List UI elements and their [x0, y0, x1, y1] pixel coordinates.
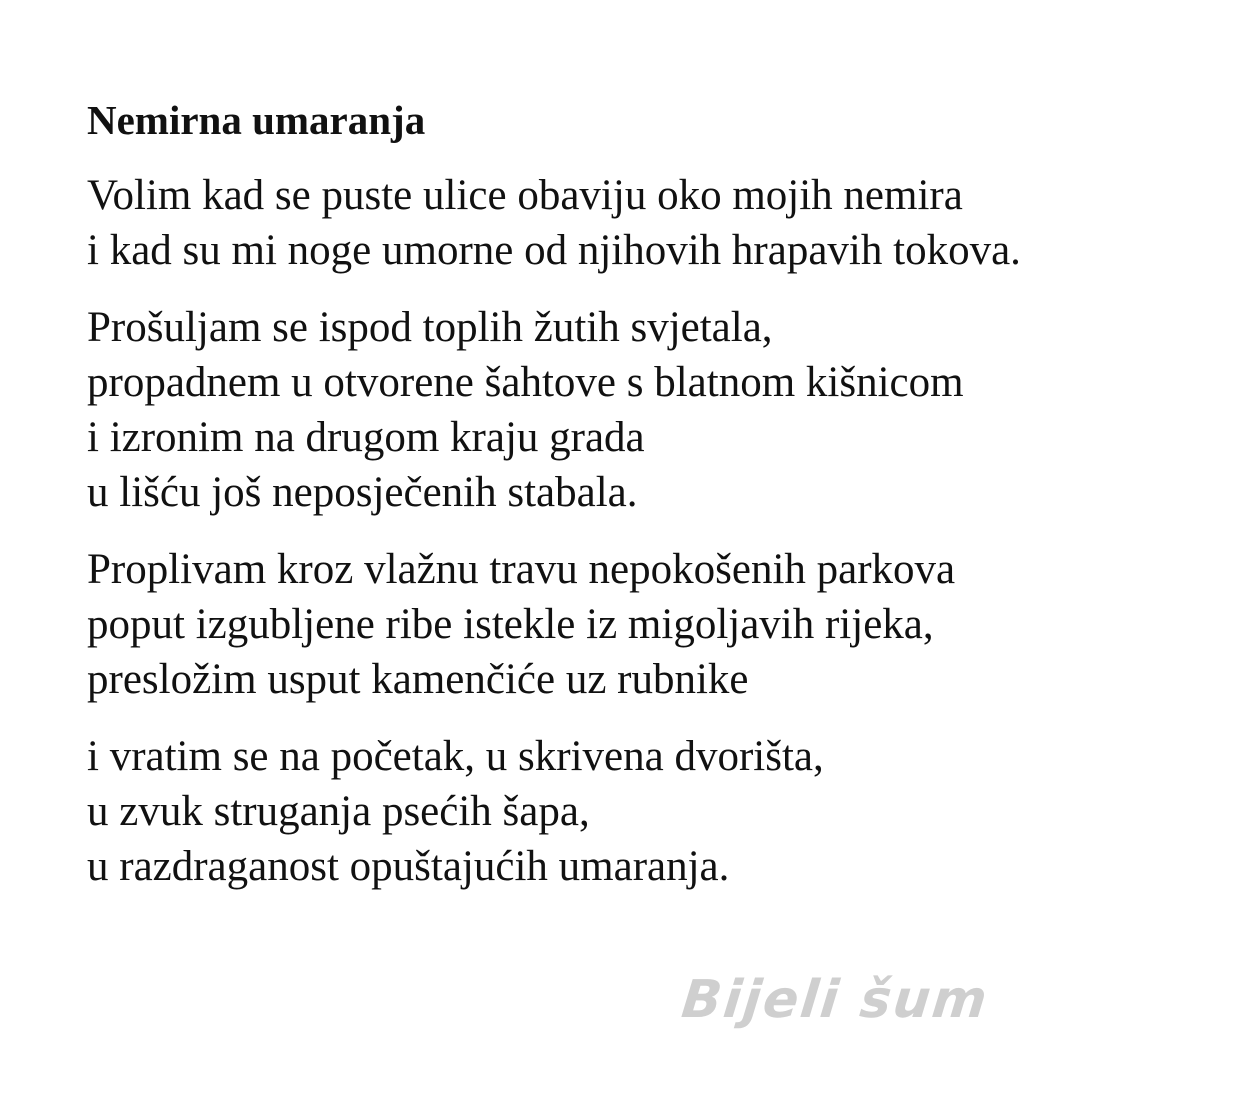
watermark-logo: Bijeli šum: [678, 970, 992, 1030]
stanza-3: [87, 542, 1207, 707]
poem-line: u zvuk struganja psećih šapa,: [87, 788, 590, 835]
poem-line: u razdraganost opuštajućih umaranja.: [87, 843, 730, 890]
poem-line: i vratim se na početak, u skrivena dvorišta,: [87, 733, 824, 780]
poem: [87, 92, 1207, 894]
stanza-4: [87, 729, 1207, 894]
stanza-1: [87, 168, 1207, 278]
poem-line: Volim kad se puste ulice obaviju oko mojih nemira: [87, 172, 963, 219]
poem-line: Prošuljam se ispod toplih žutih svjetala,: [87, 304, 773, 351]
poem-line: i izronim na drugom kraju grada: [87, 414, 645, 461]
stanza-2: [87, 300, 1207, 520]
poem-line: u lišću još neposječenih stabala.: [87, 469, 638, 516]
poem-line: poput izgubljene ribe istekle iz migoljavih rijeka,: [87, 601, 934, 648]
poem-line: i kad su mi noge umorne od njihovih hrapavih tokova.: [87, 227, 1021, 274]
poem-line: propadnem u otvorene šahtove s blatnom kišnicom: [87, 359, 964, 406]
poem-line: Proplivam kroz vlažnu travu nepokošenih parkova: [87, 546, 956, 593]
poem-line: presložim usput kamenčiće uz rubnike: [87, 656, 749, 703]
poem-title: Nemirna umaranja: [87, 97, 426, 143]
